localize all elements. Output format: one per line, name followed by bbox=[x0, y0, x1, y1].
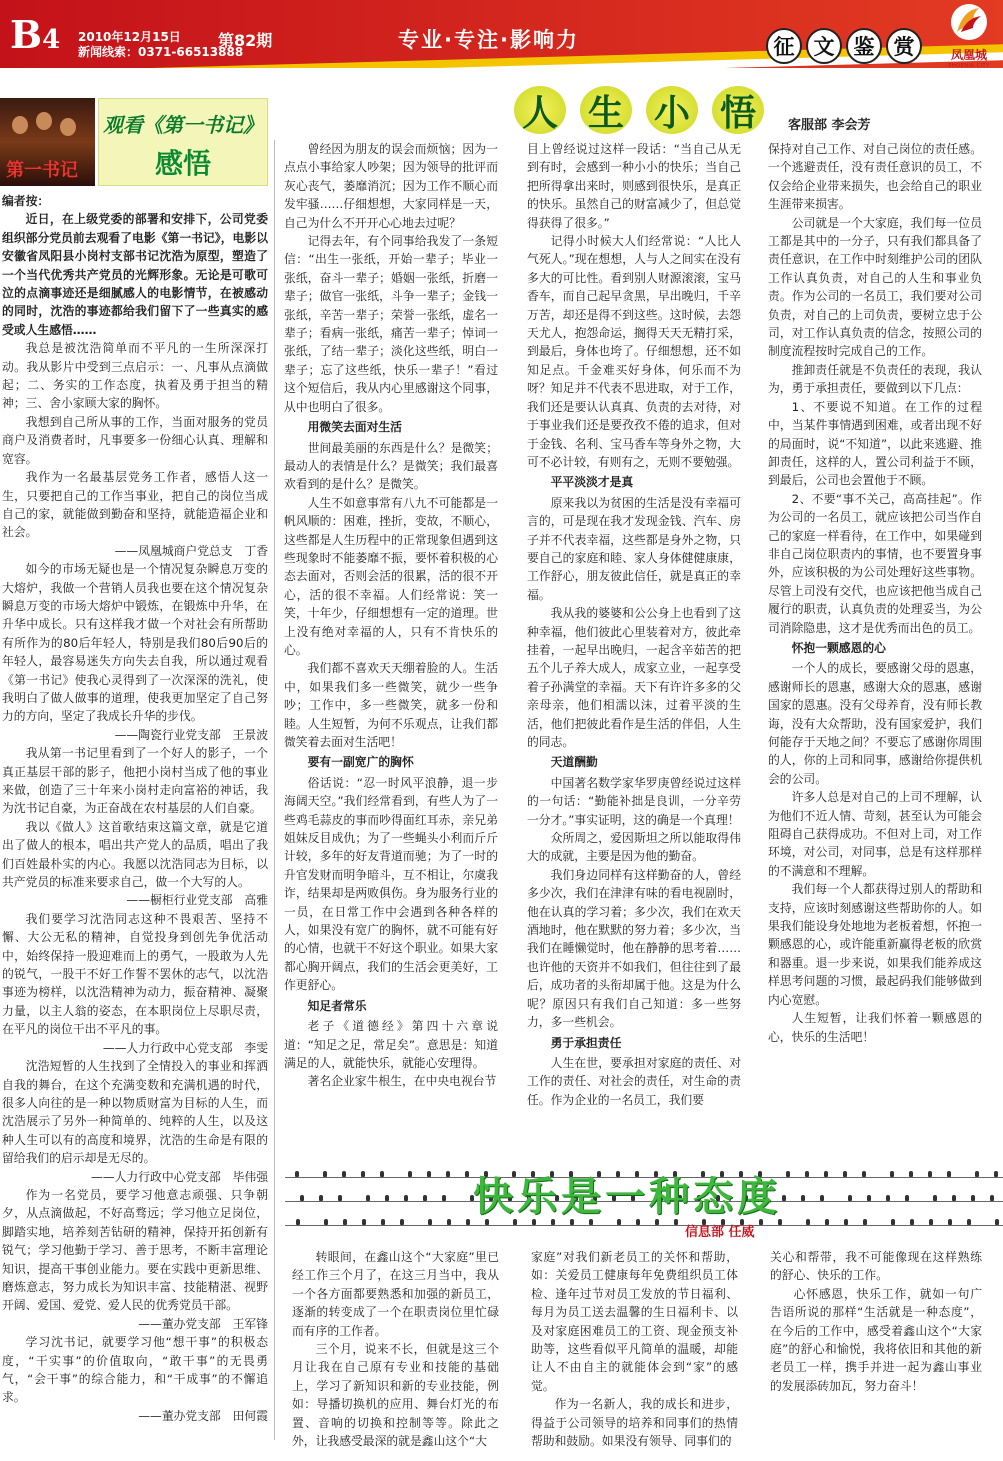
article-paragraph: 我从第一书记里看到了一个好人的影子，一个真正基层干部的影子，他把小岗村当成了他的事业来做，创造了三十年来小岗村走向富裕的神话，我为沈书记自豪，为正奋战在农村基层的人们自豪。 bbox=[2, 746, 268, 816]
article-paragraph: 我以《做人》这首歌结束这篇文章，就是它道出了做人的根本，唱出共产党人的品质，唱出了我们百姓最朴实的内心。我愿以沈浩同志为目标，以共产党员的标准来要求自己，做一个大写的人。 bbox=[2, 819, 268, 890]
film-figure bbox=[60, 118, 76, 136]
bird-icon bbox=[428, 1219, 432, 1225]
bird-icon bbox=[967, 1219, 971, 1225]
section-char: 征 bbox=[766, 28, 802, 64]
article-paragraph: 一个人的成长，要感谢父母的恩惠，感谢师长的恩惠，感谢大众的恩惠，感谢国家的恩惠。没有父母养育，没有师长教诲，没有大众帮助，没有国家爱护，我们何能存于天地之间？不要忘了感谢你周围的人，你的上司和同事，感谢给你提供机会的公司。 bbox=[768, 661, 982, 786]
bird-icon bbox=[844, 1219, 848, 1225]
article-paragraph: 我总是被沈浩简单而不平凡的一生所深深打动。我从影片中受到三点启示：一、凡事从点滴做起；二、务实的工作态度，执着及勇于担当的精神；三、舍小家顾大家的胸怀。 bbox=[2, 341, 268, 411]
article-paragraph: 公司就是一个大家庭，我们每一位员工都是其中的一分子，只有我们都具备了责任意识，在工作中时刻维护公司的团队工作认真负责，对自己的人生和事业负责。作为公司的一名员工，我们要对公司负责，对自己的上司负责，要树立忠于公司，对工作认真负责的信念，按照公司的制度流程按时完成自己的工作。 bbox=[768, 215, 982, 359]
article-paragraph: 老子《道德经》第四十六章说道：“知足之足，常足矣”。意思是：知道满足的人，就能快乐，就能心安理得。 bbox=[284, 1019, 498, 1070]
article2-column-1 bbox=[284, 140, 498, 1091]
bird-icon bbox=[805, 1171, 809, 1177]
bird-icon bbox=[909, 1171, 913, 1177]
article3-banner bbox=[285, 1153, 1003, 1239]
article2-column-2 bbox=[527, 140, 741, 1109]
article-paragraph: 2、不要“事不关己，高高挂起”。作为公司的一名员工，就应该把公司当作自己的家庭一样看待，在工作中，如果碰到非自己岗位职责内的事情，也不要置身事外，应该积极的为公司处理好这些事物。尽管上司没有交代，也应该把他当成自己履行的职责，认真负责的处理妥当，为公司消除隐患，这才是优秀而出色的员工。 bbox=[768, 491, 982, 635]
film-image-title: 第一书记 bbox=[6, 160, 78, 181]
contributor-signature: ——董办党支部 王军锋 bbox=[138, 1316, 268, 1331]
news-hotline: 新闻线索：0371-66513888 bbox=[78, 45, 244, 59]
title-char: 悟 bbox=[712, 86, 764, 134]
bird-icon bbox=[447, 1219, 451, 1225]
issue-number: 第82期 bbox=[218, 31, 273, 50]
editor-note-label: 编者按： bbox=[2, 194, 50, 208]
article-paragraph: 关心和帮带，我不可能像现在这样熟练的舒心、快乐的工作。 bbox=[770, 1250, 982, 1283]
article-paragraph: 我们身边同样有这样勤奋的人，曾经多少次，我们在津津有味的看电视剧时，他在认真的学习着；多少次，我们在欢天酒地时，他在默默的努力着；多少次，当我们在睡懒觉时，他在静静的思考着……也许他的天资并不如我们，但往往到了最后，成功者的头衔却属于他。这是为什么呢？原因只有我们自己知道：多一些努力，多一些机会。 bbox=[527, 867, 741, 1030]
bird-icon bbox=[385, 1195, 389, 1201]
bird-icon bbox=[338, 1195, 342, 1201]
article-paragraph: 众所周之，爱因斯坦之所以能取得伟大的成就，主要是因为他的勤奋。 bbox=[527, 831, 741, 864]
article-paragraph: 作为一名新人，我的成长和进步，得益于公司领导的培养和同事们的热情帮助和鼓励。如果没有领导、同事们的 bbox=[531, 1397, 738, 1449]
bird-icon bbox=[442, 1195, 446, 1201]
bird-icon bbox=[891, 1219, 895, 1225]
article-paragraph: 作为一名党员，要学习他意志顽强、只争朝夕，从点滴做起，不好高骛远；学习他立足岗位，脚踏实地，培养刻苦钻研的精神，保持开拓创新有锐气；学习他勤于学习、善于思考，不断丰富理论知识，提高干事创业能力。要在实践中更新思维、磨炼意志，努力成长为知识丰富、技能精湛、视野开阔、爱国、爱党、爱人民的优秀党员干部。 bbox=[2, 1187, 268, 1313]
article-paragraph: 目上曾经说过这样一段话：“当自己从无到有时，会感到一种小小的快乐；当自己把所得拿出来时，则感到很快乐，是真正的快乐。虽然自己的财富减少了，但总觉得获得了很多。” bbox=[527, 142, 741, 230]
bird-icon bbox=[323, 1171, 327, 1177]
contributor-signature: ——人力行政中心党支部 李雯 bbox=[102, 1040, 268, 1055]
article-paragraph: 1、不要说不知道。在工作的过程中，当某件事情遇到困难，或者出现不好的局面时，说“不知道”，以此来逃避、推卸责任，这样的人，置公司利益于不顾，到最后，公司也会置他于不顾。 bbox=[768, 399, 982, 488]
bird-icon bbox=[362, 1219, 366, 1225]
article-paragraph: 人生短暂，让我们怀着一颗感恩的心，快乐的生活吧！ bbox=[768, 1011, 982, 1044]
bird-icon bbox=[825, 1219, 829, 1225]
contributor-signature: ——凤凰城商户党总支 丁香 bbox=[114, 543, 268, 558]
article-paragraph: 俗话说：“忍一时风平浪静，退一步海阔天空。”我们经常看到，有些人为了一些鸡毛蒜皮的事而吵得面红耳赤，亲兄弟姐妹反目成仇；为了一些蝇头小利而斤斤计较，多年的好友背道而驰；为了一时的升官发财而明争暗斗，互不相让，尔虞我诈，结果却是两败俱伤。身为服务行业的一员，在日常工作中会遇到各种各样的人，如果没有宽广的胸怀，就不可能有好的心情，也就干不好这个职业。如果大家都心胸开阔点，我们的生活会更美好，工作更舒心。 bbox=[284, 775, 498, 993]
article-paragraph: 人生在世，要承担对家庭的责任、对工作的责任、对社会的责任，对生命的责任。作为企业的一名员工，我们要 bbox=[527, 1055, 741, 1107]
article1-title bbox=[98, 98, 268, 186]
subheading: 天道酬勤 bbox=[550, 755, 598, 770]
bird-icon bbox=[400, 1219, 404, 1225]
article3-column-2 bbox=[531, 1248, 738, 1450]
column-divider bbox=[274, 140, 275, 1440]
subheading: 勇于承担责任 bbox=[550, 1035, 622, 1050]
bird-icon bbox=[366, 1195, 370, 1201]
phoenix-icon bbox=[949, 2, 989, 42]
bird-icon bbox=[801, 1195, 805, 1201]
article-paragraph: 许多人总是对自己的上司不理解，认为他们不近人情、苛刻，甚至认为可能会阻碍自己获得成功。不但对上司，对工作环境，对公司，对同事，总是有这样那样的不满意和不理解。 bbox=[768, 790, 982, 878]
article-paragraph: 著名企业家牛根生，在中央电视台节 bbox=[307, 1074, 497, 1089]
bird-icon bbox=[995, 1219, 999, 1225]
article-paragraph: 沈浩短暂的人生找到了全情投入的事业和挥洒自我的舞台，在这个充满变数和充满机遇的时代，很多人向往的是一种以物质财富为目标的人生，而沈浩展示了另外一种简单的、纯粹的人生，以及这种人生可以有的高度和境界，沈浩的生命是有限的留给我们的启示却是无尽的。 bbox=[2, 1059, 268, 1166]
bird-icon bbox=[381, 1219, 385, 1225]
article3-title: 快乐是一种态度 bbox=[473, 1174, 781, 1220]
subheading: 知足者常乐 bbox=[307, 998, 367, 1013]
bird-icon bbox=[947, 1171, 951, 1177]
article-paragraph: 我想到自己所从事的工作，当面对服务的党员商户及消费者时，凡事要多一份细心认真、理解和宽容。 bbox=[2, 414, 268, 466]
bird-icon bbox=[295, 1171, 299, 1177]
article3-column-1 bbox=[292, 1248, 499, 1450]
contributor-signature: ——陶瓷行业党支部 王景波 bbox=[114, 727, 268, 742]
article-paragraph: 保持对自己工作、对自己岗位的责任感。一个逃避责任，没有责任意识的员工，不仅会给企业带来损失，也会给自己的职业生涯带来损害。 bbox=[768, 142, 982, 212]
section-char: 文 bbox=[806, 28, 842, 64]
article1-body bbox=[2, 192, 268, 1425]
contributor-signature: ——橱柜行业党支部 高雅 bbox=[126, 893, 268, 908]
phoenix-logo bbox=[938, 2, 1000, 74]
bird-icon bbox=[423, 1195, 427, 1201]
section-char: 鉴 bbox=[846, 28, 882, 64]
article-paragraph: 家庭”对我们新老员工的关怀和帮助，如：关爱员工健康每年免费组织员工体检、逢年过节对员工发放的节日福利、每月为员工送去温馨的生日福利卡、以及对家庭困难员工的工资、现金预支补助等，这些看似平凡简单的温暖，却能让人不由自主的就能体会到“家”的感觉。 bbox=[531, 1250, 738, 1393]
bird-icon bbox=[404, 1195, 408, 1201]
bird-icon bbox=[848, 1195, 852, 1201]
bird-icon bbox=[948, 1219, 952, 1225]
bird-icon bbox=[824, 1171, 828, 1177]
page-header bbox=[0, 0, 1003, 95]
bird-icon bbox=[324, 1219, 328, 1225]
bird-icon bbox=[786, 1171, 790, 1177]
bird-icon bbox=[890, 1171, 894, 1177]
logo-name: 凤凰城 bbox=[950, 48, 987, 62]
bird-icon bbox=[862, 1171, 866, 1177]
title-char: 生 bbox=[580, 86, 632, 134]
contributor-signature: ——董办党支部 田何霞 bbox=[138, 1408, 268, 1423]
article-paragraph: 我作为一名最基层党务工作者，感悟人这一生，只要把自己的工作当事业，把自己的岗位当成自己的家，就能做到勤奋和坚持，就能造福企业和社会。 bbox=[2, 470, 268, 540]
bird-icon bbox=[905, 1195, 909, 1201]
film-still-image bbox=[0, 98, 95, 186]
section-title bbox=[766, 28, 922, 64]
bird-icon bbox=[929, 1219, 933, 1225]
bird-icon bbox=[820, 1195, 824, 1201]
bird-icon bbox=[994, 1171, 998, 1177]
section-char: 赏 bbox=[886, 28, 922, 64]
article-paragraph: 人生不如意事常有八九不可能都是一帆风顺的：困难，挫折，变故，不顺心，这些都是人生历程中的正常现象但遇到这些现象时不能萎靡不振，要怀着积极的心态去面对，否则会活的很累，活的很不开心，活的很不幸福。人们经常说：笑一笑，十年少，仔细想想有一定的道理。世上没有绝对幸福的人，只有不肯快乐的心。 bbox=[284, 495, 498, 657]
bird-icon bbox=[296, 1219, 300, 1225]
film-figure bbox=[36, 112, 52, 130]
article-paragraph: 我们都不喜欢天天绷着脸的人。生活中，如果我们多一些微笑，就少一些争吵；工作中，多一些微笑，就多一份和睦。人生短暂，为何不乐观点，让我们都微笑着去面对生活吧！ bbox=[284, 661, 498, 749]
article-paragraph: 我们要学习沈浩同志这种不畏艰苦、坚持不懈、大公无私的精神，自觉投身到创先争优活动中，始终保持一股迎难而上的勇气，一股敢为人先的锐气，一股干不好工作誓不罢休的志气，以沈浩事迹为榜样，以沈浩精神为动力，振奋精神、凝聚力量，以主人翁的姿态，在本职岗位上尽职尽责，在平凡的岗位干出不平凡的事。 bbox=[2, 911, 268, 1037]
bird-icon bbox=[782, 1195, 786, 1201]
subheading: 用微笑去面对生活 bbox=[307, 420, 402, 435]
contributor-signature: ——人力行政中心党支部 毕伟强 bbox=[91, 1169, 268, 1184]
bird-icon bbox=[867, 1195, 871, 1201]
article3-author: 信息部 任威 bbox=[685, 1225, 755, 1239]
title-char: 小 bbox=[646, 86, 698, 134]
bird-icon bbox=[863, 1219, 867, 1225]
article2-author: 客服部 李会芳 bbox=[788, 118, 871, 133]
article-paragraph: 我从我的婆婆和公公身上也看到了这种幸福，他们彼此心里装着对方，彼此牵挂着，一起早出晚归，一起含辛茹苦的把五个儿子养大成人，成家立业，一起享受着子孙满堂的幸福。天下有许许多多的父亲母亲，他们相濡以沫，过着平淡的生活，他们把彼此看作是生活的伴侣，人生的同志。 bbox=[527, 606, 741, 749]
article-paragraph: 学习沈书记，就要学习他“想干事”的积极态度，“干实事”的价值取向，“敢干事”的无畏勇气，“会干事”的综合能力，和“干成事”的不懈追求。 bbox=[2, 1335, 268, 1405]
article-paragraph: 记得去年，有个同事给我发了一条短信：“出生一张纸，开始一辈子；毕业一张纸，奋斗一辈子；婚姻一张纸，折磨一辈子；做官一张纸，斗争一辈子；金钱一张纸，辛苦一辈子；荣誉一张纸，虚名一辈子；看病一张纸，痛苦一辈子；悼词一张纸，了结一辈子；淡化这些纸，明白一辈子；忘了这些纸，快乐一辈子！”看过这个短信后，我从内心里感谢这个同事，从中也明白了很多。 bbox=[284, 234, 498, 414]
bird-icon bbox=[300, 1195, 304, 1201]
article1-title-line2: 感悟 bbox=[154, 147, 211, 180]
article3-column-3 bbox=[770, 1248, 982, 1395]
bird-icon bbox=[990, 1195, 994, 1201]
article-paragraph: 推卸责任就是不负责任的表现，我认为，勇于承担责任，要做到以下几点： bbox=[768, 362, 982, 396]
bird-icon bbox=[952, 1195, 956, 1201]
bird-icon bbox=[975, 1171, 979, 1177]
bird-icon bbox=[408, 1171, 412, 1177]
article2-column-3 bbox=[768, 140, 982, 1046]
subheading: 要有一副宽广的胸怀 bbox=[307, 755, 414, 770]
article-paragraph: 世间最美丽的东西是什么？是微笑；最动人的表情是什么？是微笑；我们最喜欢看到的是什么？是微笑。 bbox=[284, 440, 498, 492]
subheading: 怀抱一颗感恩的心 bbox=[791, 640, 886, 655]
bird-icon bbox=[343, 1219, 347, 1225]
article-paragraph: 曾经因为朋友的误会而烦恼；因为一点点小事给家人吵架；因为领导的批评而灰心丧气，萎靡消沉；因为工作不顺心而发牢骚……仔细想想，大家同样是一天，自己为什么不开开心心地去过呢？ bbox=[284, 142, 498, 230]
article-paragraph: 转眼间，在鑫山这个“大家庭”里已经工作三个月了，在这三月当中，我从一个各方面都要熟悉和加强的新员工，逐渐的转变成了一个在职责岗位里忙碌而有序的工作者。 bbox=[292, 1250, 499, 1338]
bird-icon bbox=[806, 1219, 810, 1225]
bird-icon bbox=[933, 1195, 937, 1201]
header-slogan: 专业·专注·影响力 bbox=[398, 28, 579, 52]
logo-subtitle: PHOENIX CITY bbox=[948, 63, 990, 69]
bird-icon bbox=[342, 1171, 346, 1177]
bird-icon bbox=[466, 1219, 470, 1225]
page-number: B4 bbox=[10, 12, 61, 57]
bird-icon bbox=[465, 1171, 469, 1177]
title-char: 人 bbox=[514, 86, 566, 134]
article-paragraph: 中国著名数学家华罗庚曾经说过这样的一句话：“勤能补拙是良训，一分辛劳一分才。”事实证明，这的确是一个真理！ bbox=[527, 775, 741, 827]
bird-icon bbox=[380, 1171, 384, 1177]
bird-icon bbox=[910, 1219, 914, 1225]
film-figure bbox=[12, 116, 28, 134]
bird-icon bbox=[971, 1195, 975, 1201]
article-paragraph: 记得小时候大人们经常说：“人比人气死人。”现在想想，人与人之间实在没有多大的可比性。看到别人财源滚滚，宝马香车，而自己起早贪黑，早出晚归，千辛万苦，却还是得不到这些。这时候，去怨天尤人，抱怨命运，搁得天天无精打采，到最后，身体也垮了。仔细想想，还不如知足点。千金难买好身体，何乐而不为呀？知足并不代表不思进取，对于工作，我们还是要认认真真、负责的去对待，对于事业我们还是要孜孜不倦的追求，但对于金钱、名利、宝马香车等身外之物，大可不必计较，有则有之，无则不要勉强。 bbox=[527, 234, 741, 469]
banner-wire bbox=[285, 1225, 1003, 1226]
article2-title bbox=[514, 86, 774, 136]
article-paragraph: 如今的市场无疑也是一个情况复杂瞬息万变的大熔炉，我做一个营销人员我也要在这个情况复杂瞬息万变的市场大熔炉中锻炼，在锻炼中升华，在升华中成长。只有这样我才做一个对社会有所帮助有所作为的80后年轻人，特别是我们80后90后的年轻人，最容易迷失方向失去自我，所以通过观看《第一书记》使我心灵得到了一次深深的洗礼，使我明白了做人做事的道理，使我更加坚定了自己努力的方向，坚定了我成长升华的步伐。 bbox=[2, 562, 268, 724]
bird-icon bbox=[928, 1171, 932, 1177]
article-paragraph: 我们每一个人都获得过别人的帮助和支持，应该时刻感谢这些帮助你的人。如果我们能设身处地地为老板着想，怀抱一颗感恩的心，或许能重新赢得老板的欣赏和器重。退一步来说，如果我们能养成这样思考问题的习惯，最起码我们能够做到内心宽慰。 bbox=[768, 882, 982, 1007]
bird-icon bbox=[886, 1195, 890, 1201]
issue-date: 2010年12月15日 bbox=[78, 30, 181, 44]
article-paragraph: 原来我以为贫困的生活是没有幸福可言的，可是现在我才发现金钱、汽车、房子并不代表幸福，这些都是身外之物，只要自己的家庭和睦、家人身体健健康康，工作舒心，朋友彼此信任，就是真正的幸福。 bbox=[527, 495, 741, 602]
article1-title-line1: 观看《第一书记》 bbox=[103, 113, 263, 137]
bird-icon bbox=[361, 1171, 365, 1177]
article-paragraph: 心怀感恩，快乐工作，就如一句广告语所说的那样“生活就是一种态度”，在今后的工作中，感受着鑫山这个“大家庭”的舒心和愉悦，我将依旧和其他的新老员工一样，携手并进一起为鑫山事业的发展添砖加瓦，努力奋斗！ bbox=[770, 1286, 982, 1393]
article-paragraph: 三个月，说来不长，但就是这三个月让我在自己原有专业和技能的基础上，学习了新知识和新的专业技能，例如：导播切换机的应用、舞台灯光的布置、音响的切换和控制等等。除此之外，让我感受最深的就是鑫山这个“大 bbox=[292, 1342, 499, 1449]
editor-note: 近日，在上级党委的部署和安排下，公司党委组织部分党员前去观看了电影《第一书记》，电影以安徽省凤阳县小岗村支部书记沈浩为原型，塑造了一个当代优秀共产党员的光辉形象。无论是可歌可泣的点滴事迹还是细腻感人的电影情节，在被感动的同时，沈浩的事迹都给我们留下了一些真实的感受或人生感悟…… bbox=[2, 212, 268, 337]
bird-icon bbox=[843, 1171, 847, 1177]
bird-icon bbox=[319, 1195, 323, 1201]
bird-icon bbox=[446, 1171, 450, 1177]
subheading: 平平淡淡才是真 bbox=[550, 475, 634, 490]
bird-icon bbox=[427, 1171, 431, 1177]
